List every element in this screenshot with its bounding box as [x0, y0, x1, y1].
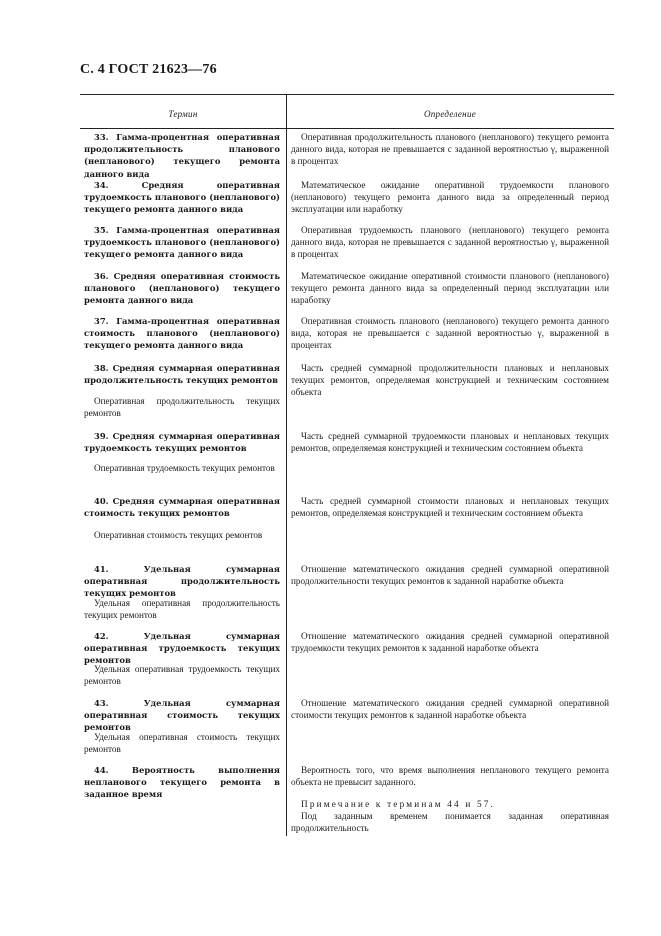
table-header-rule	[80, 128, 614, 129]
column-header-definition: Определение	[423, 109, 477, 119]
note-text: Под заданным временем понимается заданная оперативная продолжительность	[291, 811, 609, 834]
note-title: Примечание к терминам 44 и 57.	[301, 799, 496, 809]
synonym-42: Удельная оперативная трудоемкость текущих ремонтов	[84, 664, 280, 687]
table-top-rule	[80, 94, 614, 95]
definition-36: Математическое ожидание оперативной стоимости планового (непланового) текущего ремонта данного вида за определенный период эксплуатации или наработку	[291, 271, 609, 306]
column-divider	[286, 94, 287, 836]
definition-35: Оперативная трудоемкость планового (непланового) текущего ремонта данного вида, которая не превышается с заданной вероятностью γ, выраженной в процентах	[291, 225, 609, 260]
term-39: 39. Средняя суммарная оперативная трудоемкость текущих ремонтов	[84, 431, 280, 454]
term-41: 41. Удельная суммарная оперативная продолжительность текущих ремонтов	[84, 564, 280, 599]
definition-43: Отношение математического ожидания средней суммарной оперативной стоимости текущих ремонтов к заданной наработке объекта	[291, 698, 609, 721]
term-37: 37. Гамма-процентная оперативная стоимость планового (непланового) текущего ремонта данного вида	[84, 316, 280, 351]
definition-40: Часть средней суммарной стоимости плановых и неплановых текущих ремонтов, определяемая конструкцией и техническим состоянием объекта	[291, 496, 609, 519]
synonym-40: Оперативная стоимость текущих ремонтов	[94, 530, 263, 540]
term-42: 42. Удельная суммарная оперативная трудоемкость текущих ремонтов	[84, 631, 280, 666]
definition-33: Оперативная продолжительность планового (непланового) текущего ремонта данного вида, которая не превышается с заданной вероятностью γ, выраженной в процентах	[291, 132, 609, 167]
term-43: 43. Удельная суммарная оперативная стоимость текущих ремонтов	[84, 698, 280, 733]
term-36: 36. Средняя оперативная стоимость планового (непланового) текущего ремонта данного вида	[84, 271, 280, 306]
definition-42: Отношение математического ожидания средней суммарной оперативной трудоемкости текущих ремонтов к заданной наработке объекта	[291, 631, 609, 654]
term-44: 44. Вероятность выполнения непланового текущего ремонта в заданное время	[84, 765, 280, 800]
term-40: 40. Средняя суммарная оперативная стоимость текущих ремонтов	[84, 496, 280, 519]
term-35: 35. Гамма-процентная оперативная трудоемкость планового (непланового) текущего ремонта данного вида	[84, 225, 280, 260]
definition-44: Вероятность того, что время выполнения непланового текущего ремонта объекта не превысит заданного.	[291, 765, 609, 788]
term-33: 33. Гамма-процентная оперативная продолжительность планового (непланового) текущего ремонта данного вида	[84, 132, 280, 179]
page-header: С. 4 ГОСТ 21623—76	[80, 62, 217, 77]
definition-39: Часть средней суммарной трудоемкости плановых и неплановых текущих ремонтов, определяемая конструкцией и техническим состоянием объекта	[291, 431, 609, 454]
column-header-term: Термин	[168, 109, 198, 119]
definition-41: Отношение математического ожидания средней суммарной оперативной продолжительности текущих ремонтов к заданной наработке объекта	[291, 564, 609, 587]
synonym-39: Оперативная трудоемкость текущих ремонтов	[94, 463, 275, 473]
term-34: 34. Средняя оперативная трудоемкость планового (непланового) текущего ремонта данного вида	[84, 180, 280, 215]
definition-34: Математическое ожидание оперативной трудоемкости планового (непланового) текущего ремонта данного вида за определенный период эксплуатации или наработку	[291, 180, 609, 215]
synonym-41: Удельная оперативная продолжительность текущих ремонтов	[84, 598, 280, 621]
synonym-43: Удельная оперативная стоимость текущих ремонтов	[84, 732, 280, 755]
term-38: 38. Средняя суммарная оперативная продолжительность текущих ремонтов	[84, 363, 280, 386]
definition-37: Оперативная стоимость планового (непланового) текущего ремонта данного вида, которая не превышается с заданной вероятностью γ, выраженной в процентах	[291, 316, 609, 351]
definition-38: Часть средней суммарной продолжительности плановых и неплановых текущих ремонтов, определяемая конструкцией и техническим состоянием объекта	[291, 363, 609, 398]
synonym-38: Оперативная продолжительность текущих ремонтов	[84, 396, 280, 419]
